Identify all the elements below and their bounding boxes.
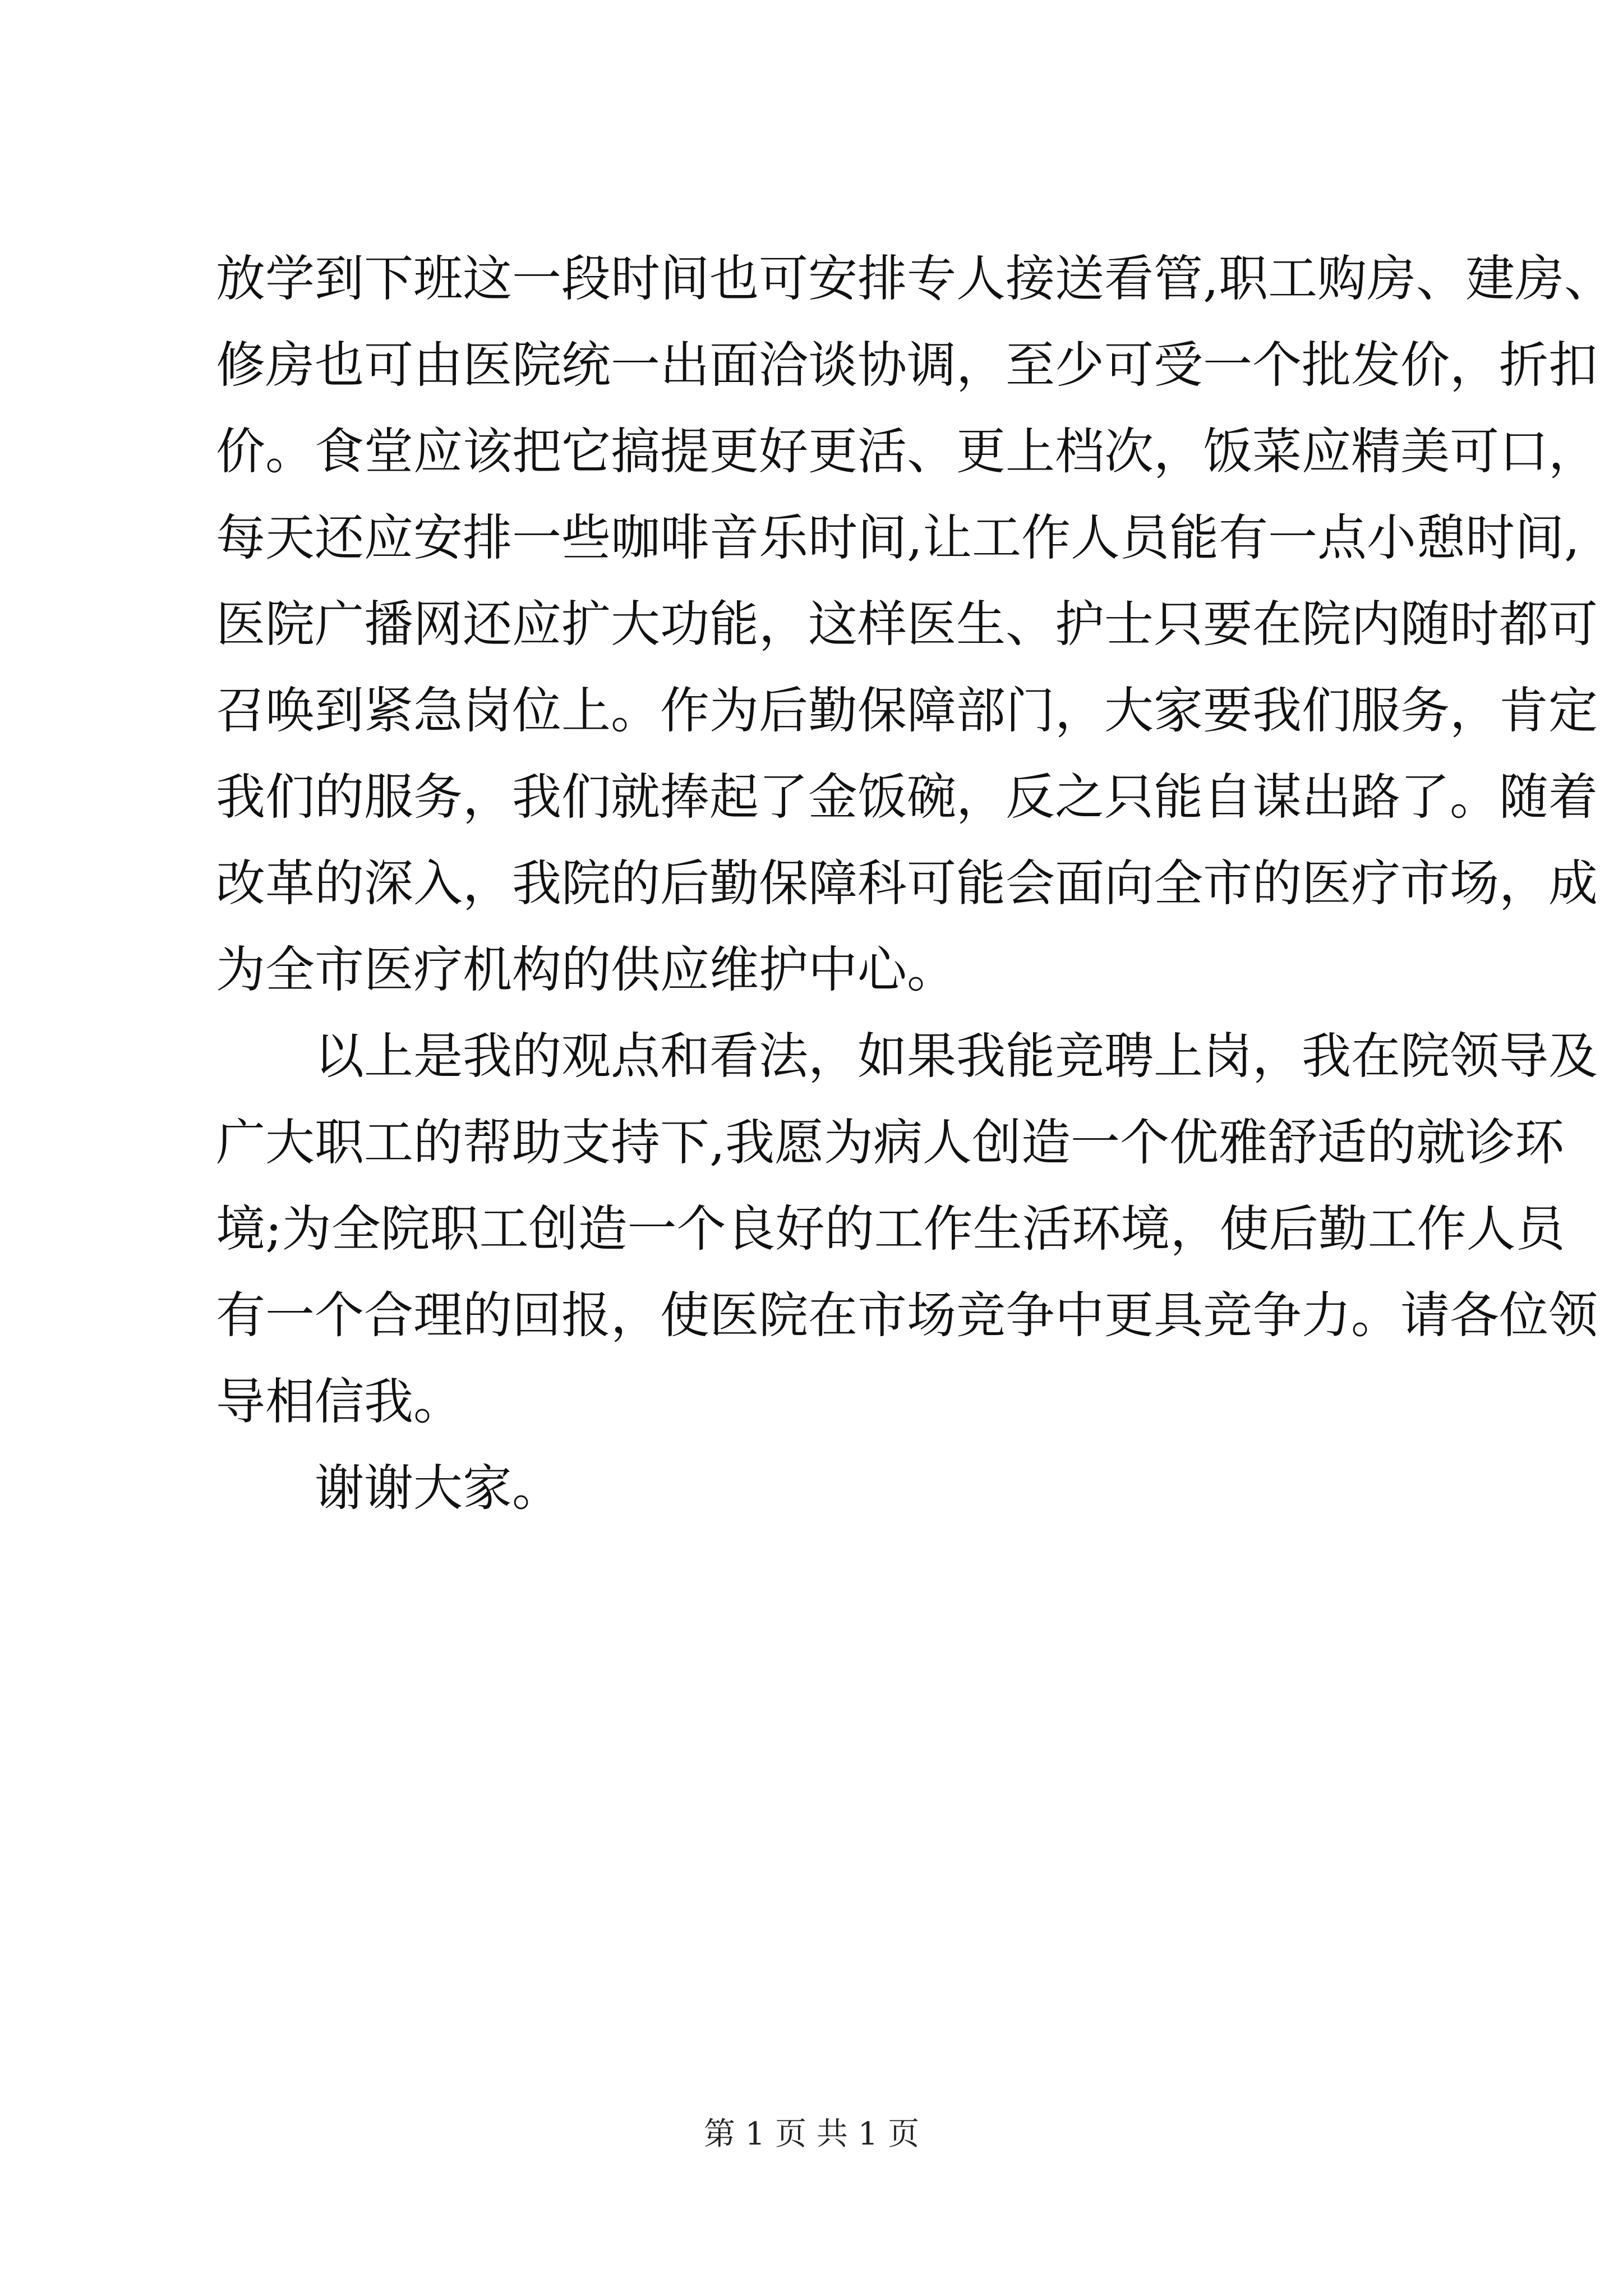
text-line: 导相信我。 [216,1373,463,1430]
document-body [216,236,1613,1531]
text-line: 我们的服务，我们就捧起了金饭碗，反之只能自谋出路了。随着 [216,768,1598,826]
text-line: 谢谢大家。 [315,1459,562,1517]
text-line: 改革的深入，我院的后勤保障科可能会面向全市的医疗市场，成 [216,854,1598,912]
text-line: 放学到下班这一段时间也可安排专人接送看管,职工购房、建房、 [216,250,1613,307]
text-line: 医院广播网还应扩大功能，这样医生、护士只要在院内随时都可 [216,595,1598,653]
paragraph [216,1013,1598,1445]
text-line: 为全市医疗机构的供应维护中心。 [216,941,957,999]
page-number-label: 第 1 页 共 1 页 [703,2116,920,2152]
text-line: 有一个合理的回报，使医院在市场竞争中更具竞争力。请各位领 [216,1286,1598,1344]
text-line: 召唤到紧急岗位上。作为后勤保障部门，大家要我们服务，肯定 [216,682,1598,739]
paragraph [216,236,1613,1013]
page-footer [0,2115,1623,2154]
text-line: 价。食堂应该把它搞提更好更活、更上档次，饭菜应精美可口， [216,422,1598,480]
text-line: 境;为全院职工创造一个良好的工作生活环境，使后勤工作人员 [216,1200,1565,1258]
text-line: 每天还应安排一些咖啡音乐时间,让工作人员能有一点小憩时间, [216,509,1580,567]
paragraph [216,1445,1427,1531]
text-line: 修房也可由医院统一出面洽谈协调，至少可受一个批发价，折扣 [216,336,1598,394]
text-line: 广大职工的帮助支持下,我愿为病人创造一个优雅舒适的就诊环 [216,1114,1564,1171]
text-line: 以上是我的观点和看法，如果我能竞聘上岗，我在院领导及 [315,1027,1598,1085]
